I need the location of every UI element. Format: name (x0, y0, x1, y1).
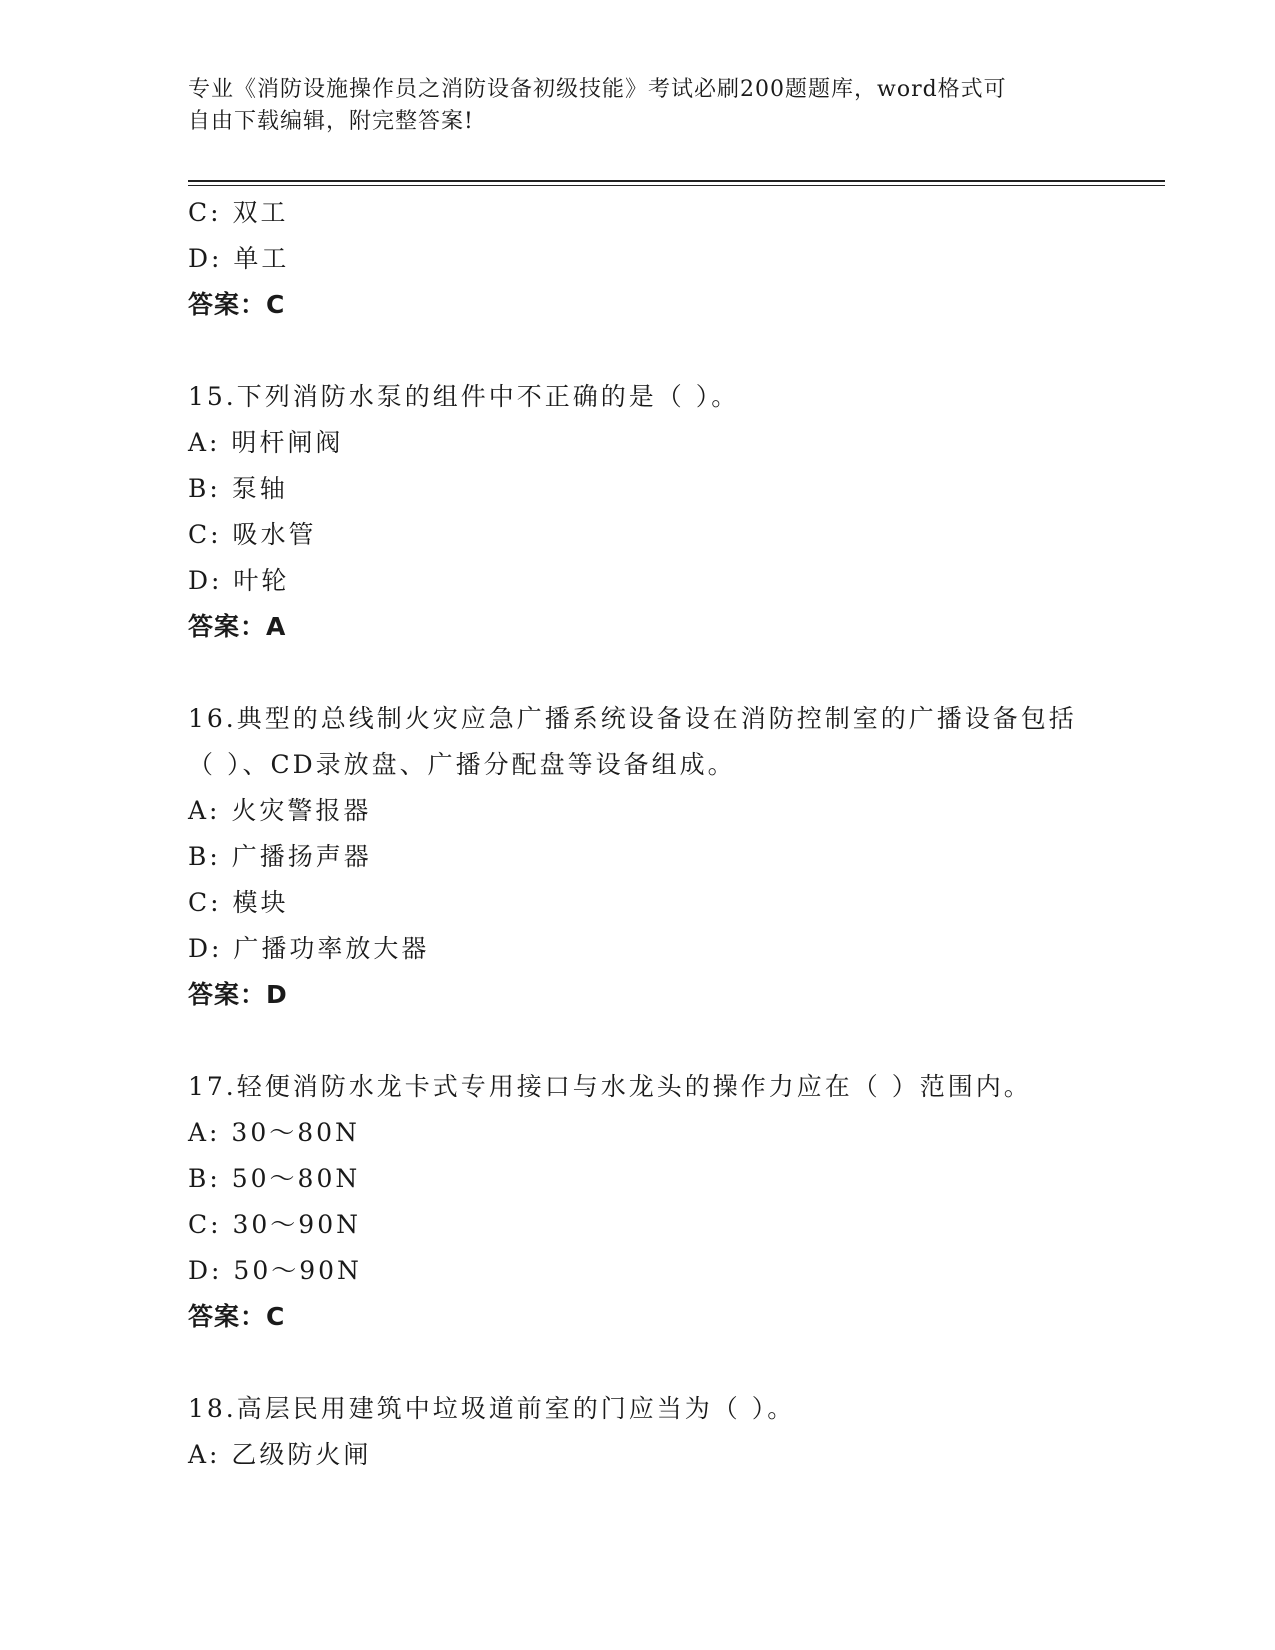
answer: 答案：A (188, 612, 287, 641)
question-17 (188, 1064, 1088, 1340)
header-divider-thick (188, 180, 1165, 182)
previous-question-tail (188, 190, 1088, 328)
header-line-2: 自由下载编辑，附完整答案! (188, 109, 474, 134)
option-a: A: 30～80N (188, 1118, 360, 1147)
option-d: D: 单工 (188, 244, 290, 273)
question-stem: 16.典型的总线制火灾应急广播系统设备设在消防控制室的广播设备包括（ ）、CD录放盘、广播分配盘等设备组成。 (188, 704, 1077, 779)
option-c: C: 30～90N (188, 1210, 361, 1239)
option-b: B: 广播扬声器 (188, 842, 372, 871)
option-a: A: 乙级防火闸 (188, 1440, 372, 1469)
option-d: D: 50～90N (188, 1256, 362, 1285)
option-c: C: 双工 (188, 198, 289, 227)
option-a: A: 明杆闸阀 (188, 428, 344, 457)
question-stem: 17.轻便消防水龙卡式专用接口与水龙头的操作力应在（ ）范围内。 (188, 1072, 1032, 1101)
answer: 答案：D (188, 980, 288, 1009)
option-d: D: 叶轮 (188, 566, 290, 595)
question-list (188, 190, 1088, 1478)
option-d: D: 广播功率放大器 (188, 934, 430, 963)
question-18 (188, 1386, 1088, 1478)
question-16 (188, 696, 1088, 1018)
question-stem: 15.下列消防水泵的组件中不正确的是（ ）。 (188, 382, 740, 411)
option-b: B: 泵轴 (188, 474, 288, 503)
option-c: C: 模块 (188, 888, 289, 917)
option-b: B: 50～80N (188, 1164, 361, 1193)
document-header (188, 74, 1068, 138)
option-c: C: 吸水管 (188, 520, 317, 549)
question-15 (188, 374, 1088, 650)
answer: 答案：C (188, 290, 286, 319)
header-divider-thin (188, 185, 1165, 186)
question-stem: 18.高层民用建筑中垃圾道前室的门应当为（ ）。 (188, 1394, 796, 1423)
option-a: A: 火灾警报器 (188, 796, 372, 825)
header-line-1: 专业《消防设施操作员之消防设备初级技能》考试必刷200题题库，word格式可 (188, 77, 1007, 102)
answer: 答案：C (188, 1302, 286, 1331)
